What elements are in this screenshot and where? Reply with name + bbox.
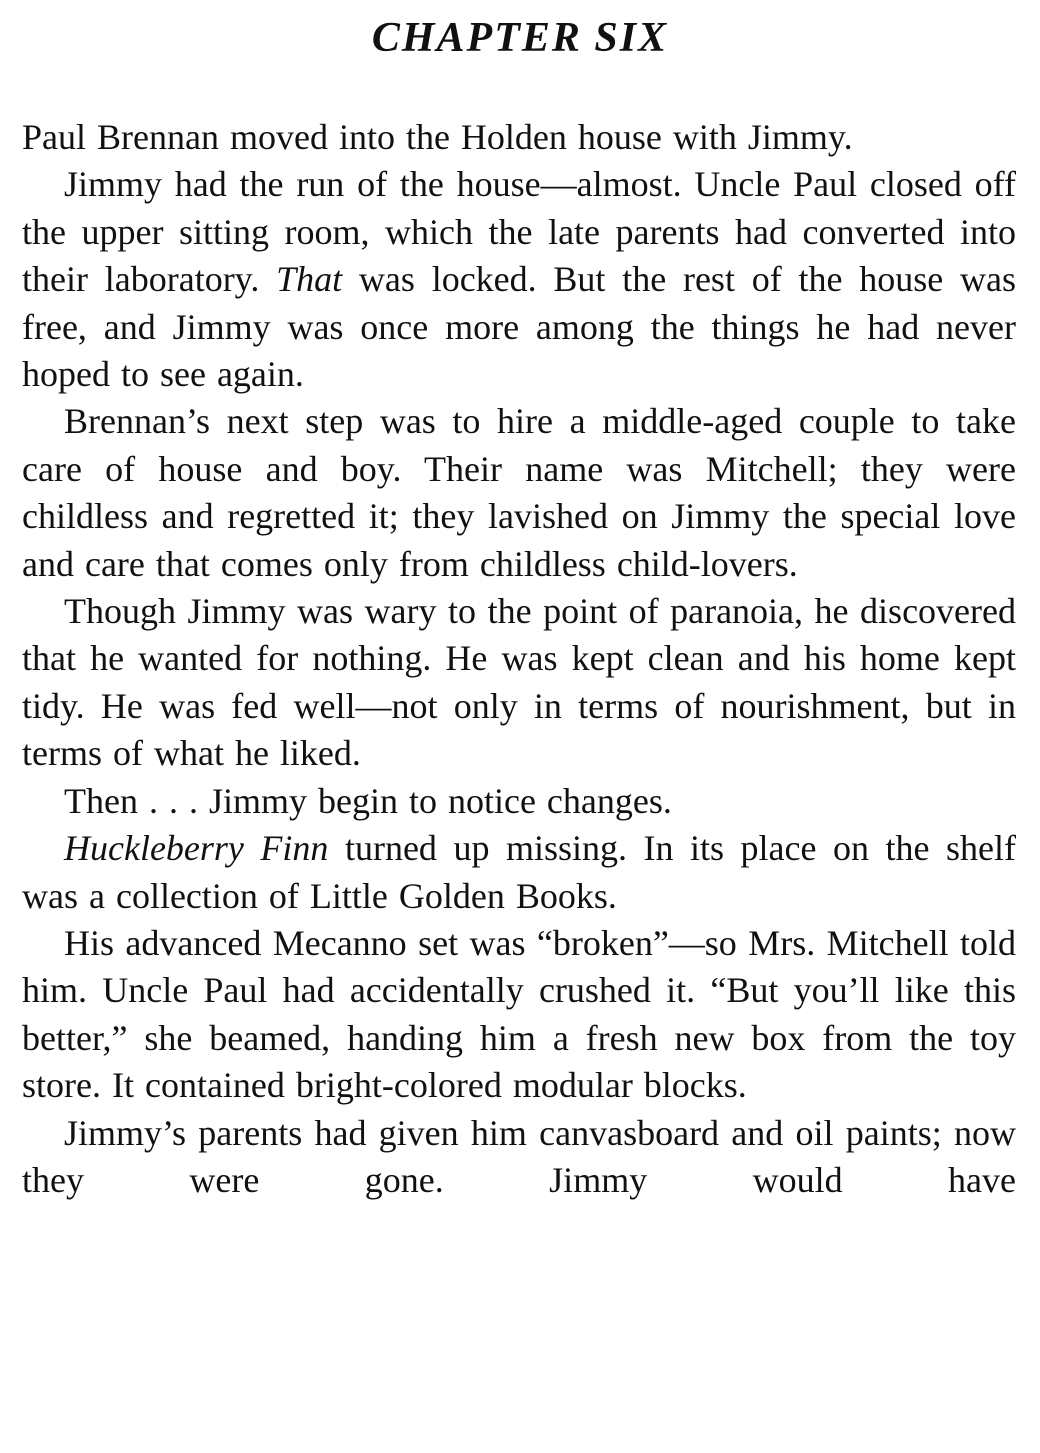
emphasized-word: That xyxy=(276,259,343,300)
paragraph: Jimmy’s parents had given him canvasboard and oil paints; now they were gone. Jimmy would have xyxy=(22,1112,1016,1200)
paragraph-text: was locked. But the rest of the house was free, and Jimmy was once more among the things he had never hoped to see again. xyxy=(22,259,1016,395)
paragraph: Brennan’s next step was to hire a middle-aged couple to take care of house and boy. Their name was Mitchell; they were childless and regretted it; they lavished on Jimmy the special love and care that comes only from childless child-lovers. xyxy=(22,401,1016,584)
paragraph xyxy=(22,161,1016,398)
book-title: Huckleberry Finn xyxy=(64,828,329,869)
chapter-body xyxy=(22,114,1016,1204)
paragraph-text: turned up missing. In its place on the shelf was a collection of Little Golden Books. xyxy=(22,828,1016,916)
paragraph: His advanced Mecanno set was “broken”—so Mrs. Mitchell told him. Uncle Paul had accidentally crushed it. “But you’ll like this better,” she beamed, handing him a fresh new box from the toy store. It contained bright-colored modular blocks. xyxy=(22,922,1016,1106)
paragraph: Then . . . Jimmy begin to notice changes. xyxy=(64,780,672,821)
paragraph-text: Jimmy had the run of the house—almost. Uncle Paul closed off the upper sitting room, which the late parents had converted into their laboratory. xyxy=(22,164,1016,300)
paragraph: Paul Brennan moved into the Holden house with Jimmy. xyxy=(22,117,853,157)
paragraph: Though Jimmy was wary to the point of paranoia, he discovered that he wanted for nothing. He was kept clean and his home kept tidy. He was fed well—not only in terms of nourishment, but in terms of what he liked. xyxy=(22,591,1016,774)
chapter-title: CHAPTER SIX xyxy=(371,15,669,61)
paragraph xyxy=(22,825,1016,920)
